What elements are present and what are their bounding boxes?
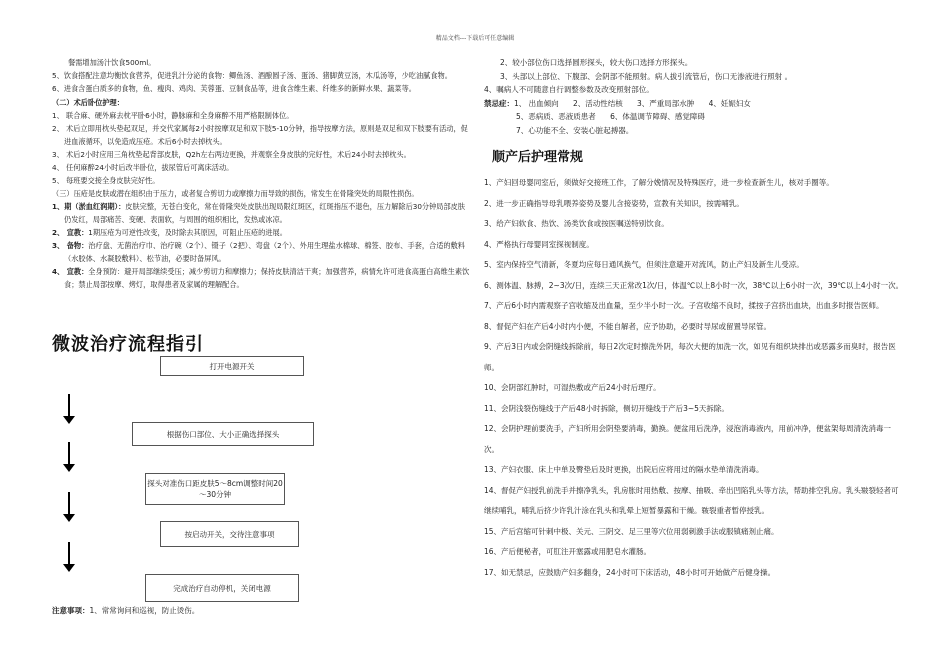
care-item: 16、产后便秘者，可肛注开塞露或用肥皂水灌肠。 [484, 547, 652, 556]
contra-label: 禁忌症： [484, 98, 514, 108]
flow-arrow [68, 492, 70, 516]
note-label: 注意事项： [52, 606, 90, 615]
item-text: 治疗盘、无菌治疗巾、治疗碗（2个）、镊子（2把）、弯盘（2个）、外用生理盐水棉球、棉签、胶布、手套，合适的敷料（水胶体、水凝胶敷料）、松节油，必要时备屏风。 [64, 241, 465, 263]
flow-arrow [68, 542, 70, 566]
note-line: 4、嘱病人不可随意自行调整参数及改变照射部位。 [484, 85, 654, 94]
item-text: 全身预防：避开局部继续受压；减少剪切力和摩擦力；保持皮肤清洁干爽；加强营养，病情允许可进食高蛋白高维生素饮食；禁止局部按摩、烤灯，取得患者及家属的理解配合。 [64, 267, 470, 289]
section3-item [52, 239, 472, 265]
care-item: 8、督促产妇在产后4小时内小便，不能自解者，应予协助，必要时导尿或留置导尿管。 [484, 321, 772, 331]
care-item: 9、产后3日内或会阴缝线拆除前，每日2次定时擦洗外阴，每次大便的加洗一次，如见有组织块排出或恶露多而臭时，报告医师。 [484, 342, 896, 372]
item-text: 1期压疮为可逆性改变，及时除去其原因，可阻止压疮的进展。 [88, 228, 287, 237]
item-key: 2、 宣教： [52, 228, 89, 237]
care-item: 6、测体温、脉搏，2~3次/日，连续三天正常改1次/日，体温℃以上8小时一次，38℃以上6小时一次，39℃以上4小时一次。 [484, 280, 904, 290]
section2-item: 1、 联合麻、硬外麻去枕平卧6小时，静脉麻和全身麻醉不用严格限制体位。 [52, 111, 294, 120]
contra-line: 1、 出血倾向 2、活动性结核 3、严重局部水肿 4、妊娠妇女 [514, 98, 751, 108]
care-item: 7、产后6小时内需观察子宫收缩及出血量，至少半小时一次。子宫收缩不良时，揉按子宫挤出血块，出血多时报告医师。 [484, 301, 884, 310]
right-column [484, 56, 904, 583]
care-item: 1、产妇回母婴同室后，须做好交接班工作，了解分娩情况及特殊医疗，进一步检查新生儿，核对手圈等。 [484, 178, 834, 187]
postpartum-title: 顺产后护理常规 [492, 150, 584, 165]
care-item: 15、产后宫缩可针刺中极、关元、三阴交、足三里等穴位用弱刺激手法或服镇痛剂止痛。 [484, 526, 779, 536]
section2-item: 5、 每班要交接全身皮肤完好性。 [52, 176, 160, 185]
flowchart [52, 356, 472, 624]
section3-intro: （三）压疮是皮肤或潜在组织由于压力，或者复合剪切力或摩擦力而导致的损伤，常发生在骨隆突处的局限性损伤。 [52, 189, 419, 198]
care-item: 3、给产妇软食、热饮、汤类饮食或按医嘱送特别饮食。 [484, 219, 669, 228]
flow-arrow [68, 394, 70, 418]
diet-line-5: 5、饮食搭配注意均衡饮食营养，促进乳汁分泌的食物：鲫鱼汤、酒酿圆子汤、蛋汤、猪脚黄豆汤，木瓜汤等，少吃油腻食物。 [52, 71, 452, 80]
care-item: 12、会阴护理前要洗手，产妇所用会阴垫要消毒，勤换。便盆用后洗净，浸泡消毒液内，用前冲净，便盆架每周清洗消毒一次。 [484, 424, 892, 454]
contraindications [484, 97, 904, 111]
care-item: 13、产妇衣服、床上中单及臀垫后及时更换，出院后应将用过的隔水垫单清洗消毒。 [484, 465, 764, 474]
item-key: 4、 宣教： [52, 267, 89, 276]
care-item: 11、会阴浅裂伤缝线于产后48小时拆除，侧切开缝线于产后3~5天拆除。 [484, 403, 729, 413]
section3-item [52, 265, 472, 291]
contra-line: 7、心功能不全、安装心脏起搏器。 [516, 125, 634, 135]
flow-note [52, 605, 199, 616]
left-column [52, 56, 472, 291]
note-line: 2、较小部位伤口选择圆形探头，较大伤口选择方形探头。 [500, 58, 693, 67]
care-item: 17、如无禁忌，应鼓励产妇多翻身，24小时可下床活动，48小时可开始做产后健身操。 [484, 567, 776, 577]
flow-step-2: 根据伤口部位、大小正确选择探头 [132, 422, 314, 446]
flow-arrow [68, 442, 70, 466]
flow-step-3: 探头对准伤口距皮肤5～8cm调整时间20～30分钟 [145, 473, 285, 505]
care-item: 2、进一步正确指导母乳喂养姿势及婴儿含接姿势，宣教有关知识，按需哺乳。 [484, 198, 744, 208]
item-text: 皮肤完整，无苍白变化，常在骨隆突处皮肤出现局限红斑区，红斑指压不退色，压力解除后30分钟局部皮肤仍发红，局部痛苦、变硬、表面软，与周围的组织相比，发热或冰凉。 [64, 202, 466, 224]
section2-title: （二）术后卧位护理： [52, 98, 124, 107]
contra-line: 5、恶病质、恶液质患者 6、体温调节障碍、感觉障碍 [516, 112, 705, 121]
section2-item: 4、 任何麻醉24小时后改半卧位，拔尿管后可离床活动。 [52, 163, 234, 172]
note-text: 1、常常询问和巡视，防止烫伤。 [89, 606, 200, 615]
care-item: 14、督促产妇授乳前洗手并擦净乳头，乳房胀时用热敷、按摩、抽吸、牵出凹陷乳头等方法，帮助排空乳房。乳头皲裂轻者可继续哺乳，哺乳后挤少许乳汁涂在乳头和乳晕上短暂暴露和干燥。皲裂重者暂停授乳。 [484, 485, 899, 515]
microwave-notes [484, 56, 904, 137]
item-key: 3、 备物： [52, 241, 89, 250]
section2-item: 2、 术后立即用枕头垫起双足，并交代家属每2小时按摩双足和双下肢5-10分钟，指导按摩方法，原则是双足和双下肢要有活动，促进血液循环，以免造成压疮。术后6小时去掉枕头。 [52, 124, 468, 146]
flow-step-4: 按启动开关，交待注意事项 [160, 521, 299, 547]
section2-item: 3、 术后2小时应用三角枕垫起背部皮肤，Q2h左右两边更换，并观察全身皮肤的完好性，术后24小时去掉枕头。 [52, 150, 411, 159]
care-item: 10、会阴部红肿时，可湿热敷或产后24小时后理疗。 [484, 383, 661, 392]
item-key: 1、期（淤血红润期）： [52, 202, 126, 211]
diet-line-6: 6、进食含蛋白质多的食物，鱼、瘦肉、鸡肉、芙蓉蛋、豆制食品等，进食含维生素、纤维多的新鲜水果、蔬菜等。 [52, 84, 416, 93]
section3-item [52, 200, 472, 226]
section3-item [52, 226, 472, 239]
care-item: 4、严格执行母婴同室探视制度。 [484, 239, 594, 249]
postpartum-list [484, 173, 904, 583]
note-line: 3、头部以上部位、下腹部、会阴部不能照射。病人拔引流管后，伤口无渗液进行照射 。 [500, 71, 793, 81]
care-item: 5、室内保持空气清新，冬夏均应每日通风换气，但须注意避开对流风，防止产妇及新生儿受凉。 [484, 260, 804, 269]
page-header: 精品文档---下载后可任意编辑 [435, 35, 515, 42]
flow-title: 微波治疗流程指引 [52, 334, 204, 355]
diet-line-1: 餐需增加汤汁饮食500ml。 [68, 58, 156, 67]
flow-step-1: 打开电源开关 [160, 356, 304, 376]
flow-step-5: 完成治疗自动停机，关闭电源 [145, 574, 299, 602]
